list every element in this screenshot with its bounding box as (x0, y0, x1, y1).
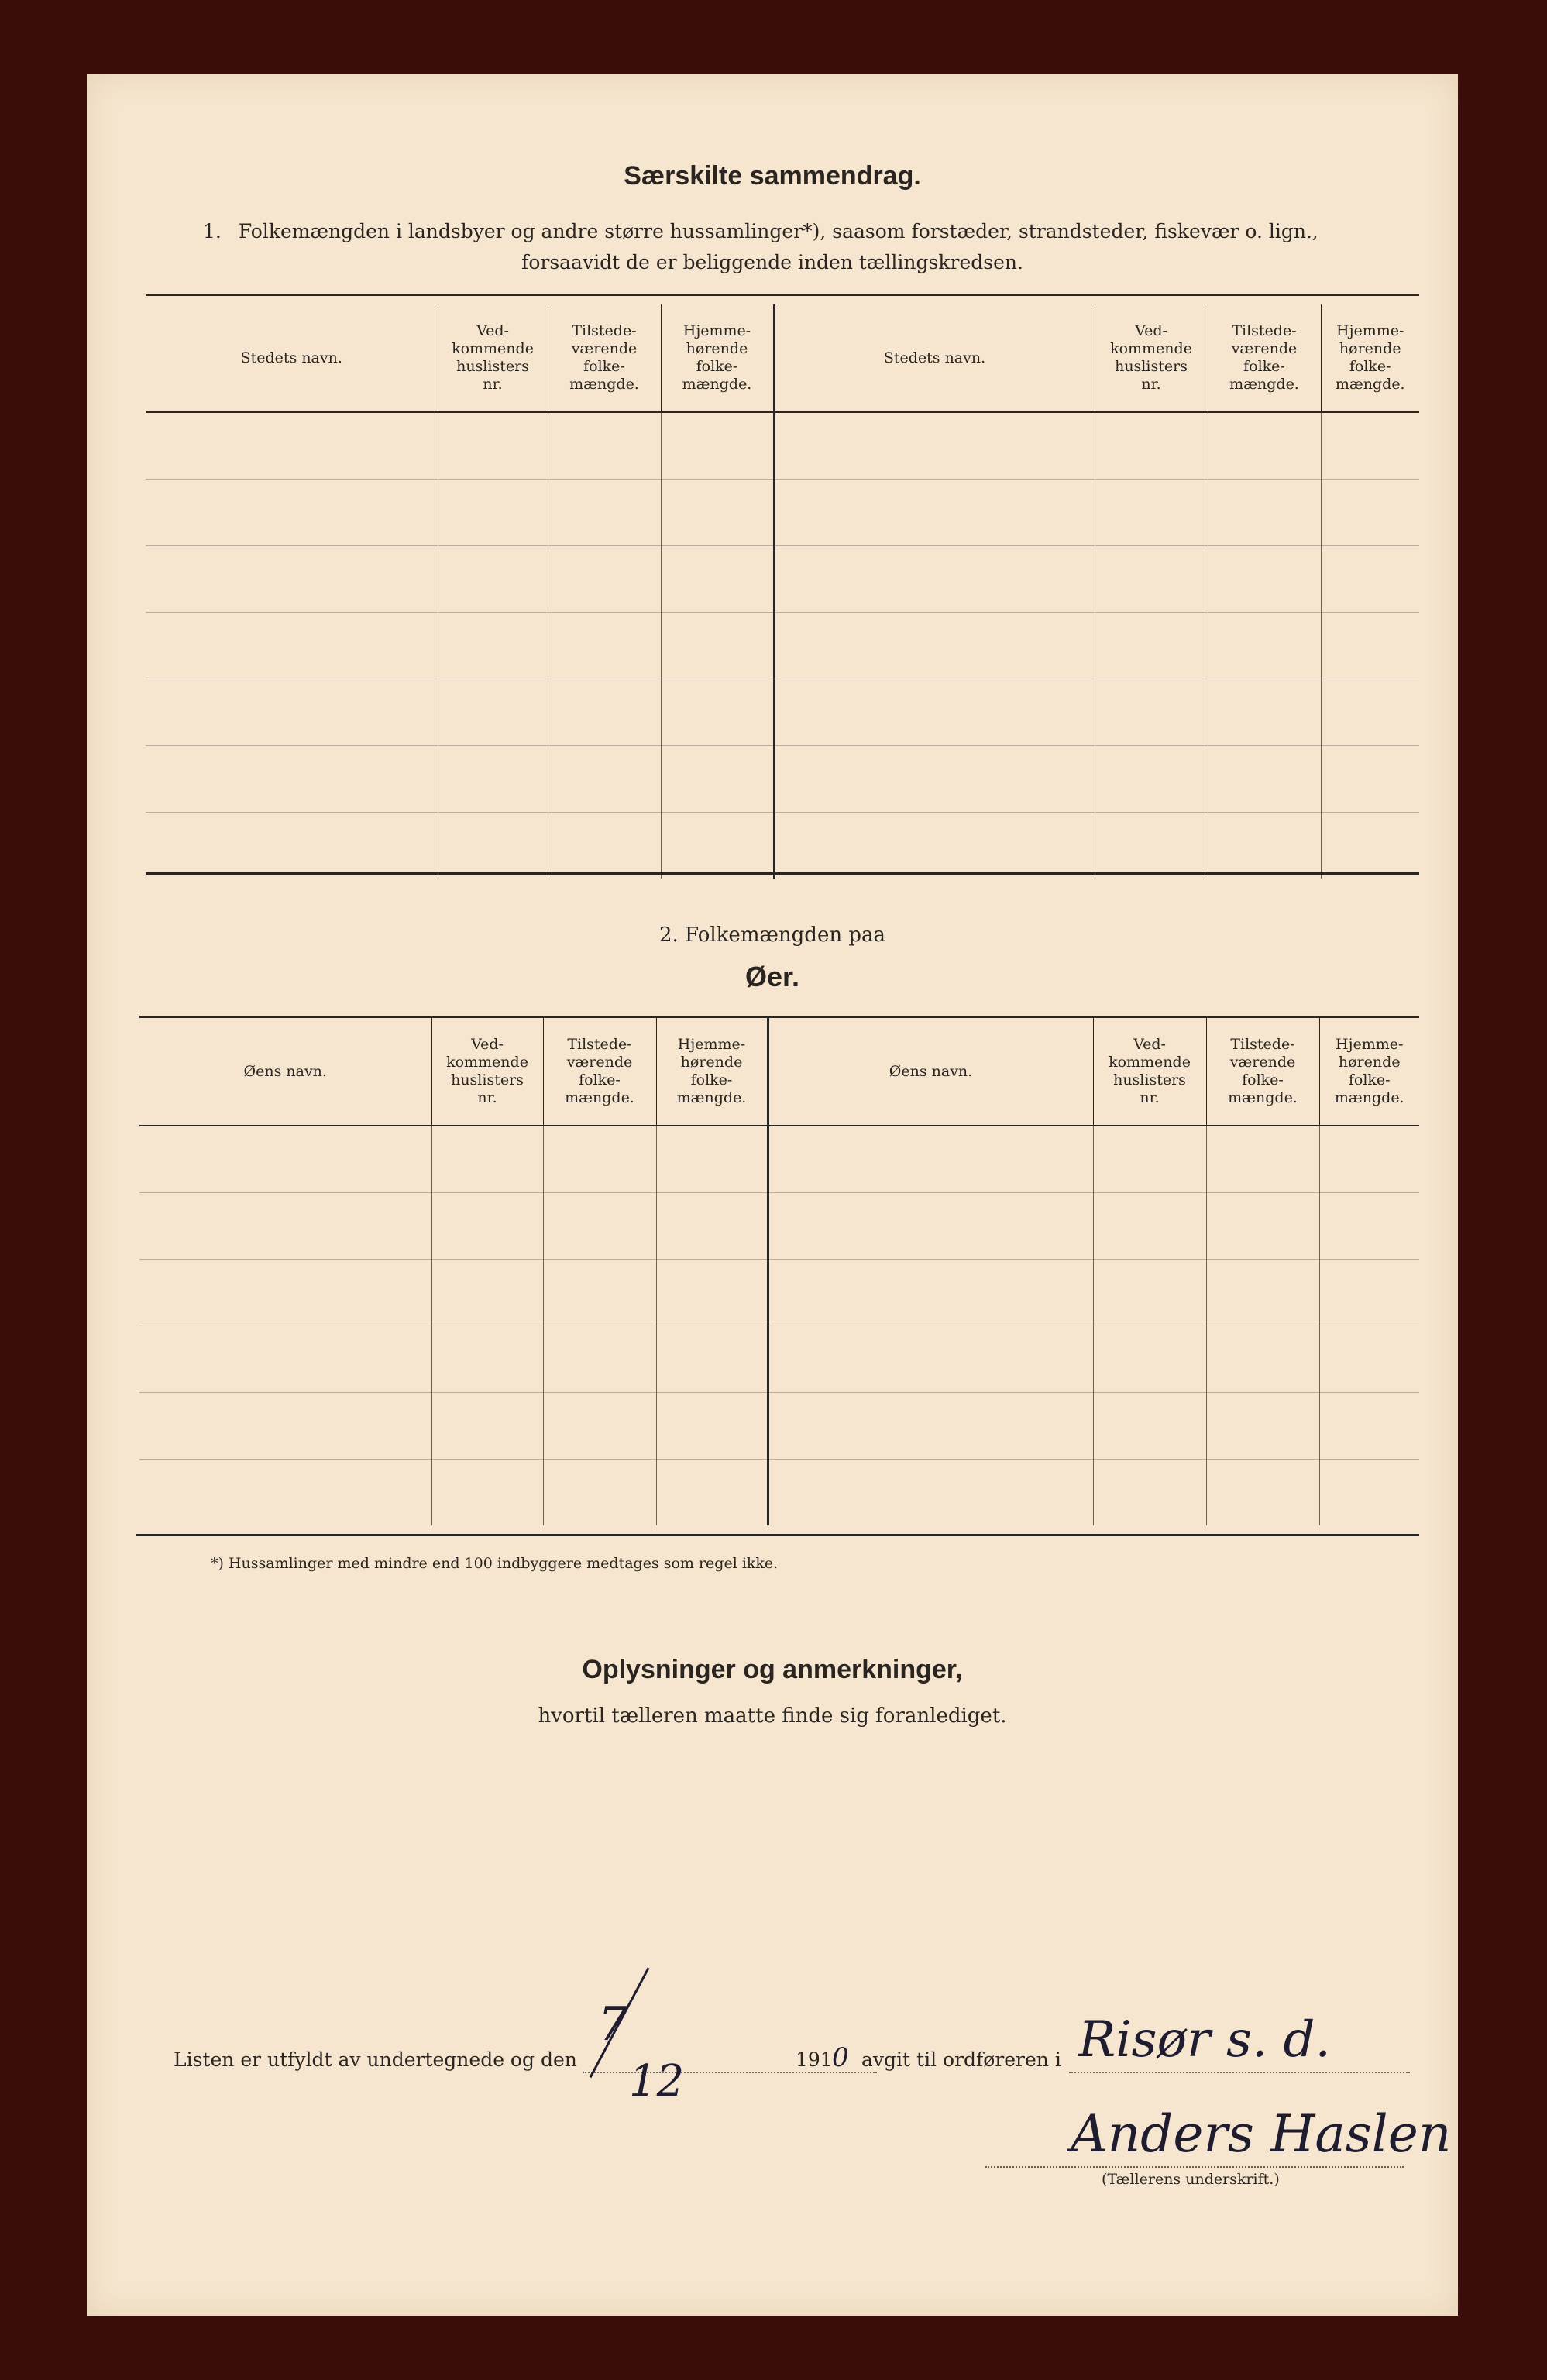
signature-caption: (Tællerens underskrift.) (1102, 2171, 1280, 2188)
section2-subheading: Øer. (744, 961, 800, 992)
table1-top-rule (146, 294, 1419, 296)
table2-col-huslister: Ved- kommende huslisters nr. (431, 1018, 543, 1126)
table1-cell (1321, 546, 1419, 613)
table2-cell (543, 1393, 656, 1460)
table1-cell (1321, 679, 1419, 746)
table2-row (139, 1260, 1419, 1326)
page-title: Særskilte sammendrag. (624, 161, 921, 191)
table2-col-oens-navn: Øens navn. (243, 1062, 327, 1080)
table2-cell (768, 1260, 1093, 1326)
table2-cell (1319, 1193, 1419, 1260)
table2-cell (431, 1326, 543, 1393)
date-handwritten-day: 7 (598, 1997, 628, 2052)
table2-cell (768, 1460, 1093, 1526)
table1-col-tilstede: Tilstede- værende folke- mængde. (548, 304, 661, 412)
table2-cell (768, 1326, 1093, 1393)
table2-cell (139, 1193, 431, 1260)
table2-cell (139, 1393, 431, 1460)
table2-cell (1093, 1126, 1206, 1193)
table1-col-tilstede-2: Tilstede- værende folke- mængde. (1208, 304, 1321, 412)
table1-cell (548, 746, 661, 813)
table1-cell (548, 679, 661, 746)
table2-cell (1093, 1260, 1206, 1326)
table1-col-hjemme-2: Hjemme- hørende folke- mængde. (1321, 304, 1419, 412)
table2-col-hjemme-2: Hjemme- hørende folke- mængde. (1319, 1018, 1419, 1126)
table1-cell (1208, 546, 1321, 613)
footnote: *) Hussamlinger med mindre end 100 indbyggere medtages som regel ikke. (211, 1555, 779, 1572)
table1-cell (661, 412, 774, 480)
table1-cell (438, 412, 548, 480)
table2-cell (1093, 1193, 1206, 1260)
table1-cell (438, 613, 548, 679)
table1-cell (1208, 746, 1321, 813)
table1-cell (548, 480, 661, 546)
table2-cell (431, 1126, 543, 1193)
table2-cell (139, 1260, 431, 1326)
table1-cell (774, 679, 1095, 746)
table1-cell (1095, 613, 1208, 679)
table2-cell (1206, 1126, 1319, 1193)
table2-cell (543, 1126, 656, 1193)
table1-landsbyer (146, 304, 1419, 879)
signature-prefix: Listen er utfyldt av undertegnede og den (174, 2048, 577, 2071)
table1-cell (1208, 679, 1321, 746)
table1-cell (146, 546, 438, 613)
table1-cell (1208, 613, 1321, 679)
table1-cell (1095, 813, 1208, 879)
table1-cell (1321, 813, 1419, 879)
table1-cell (774, 412, 1095, 480)
table1-bottom-rule (146, 872, 1419, 875)
year-printed: 191 (796, 2048, 833, 2071)
table2-cell (656, 1326, 768, 1393)
table2-cell (543, 1326, 656, 1393)
table2-cell (656, 1126, 768, 1193)
table2-cell (656, 1393, 768, 1460)
table1-cell (661, 746, 774, 813)
table2-cell (1319, 1393, 1419, 1460)
table1-row (146, 480, 1419, 546)
table2-cell (1319, 1460, 1419, 1526)
table2-cell (656, 1193, 768, 1260)
table1-cell (1095, 412, 1208, 480)
census-form-page (87, 74, 1458, 2316)
table1-row (146, 546, 1419, 613)
table1-body (146, 412, 1419, 879)
table2-cell (1319, 1260, 1419, 1326)
table1-cell (548, 412, 661, 480)
signature-middle-text: avgit til ordføreren i (861, 2048, 1061, 2071)
table1-cell (146, 480, 438, 546)
table1-cell (1208, 480, 1321, 546)
table1-cell (1095, 679, 1208, 746)
table1-row (146, 746, 1419, 813)
table2-cell (1206, 1460, 1319, 1526)
table1-cell (146, 412, 438, 480)
table2-cell (1093, 1326, 1206, 1393)
table2-cell (543, 1193, 656, 1260)
table2-cell (1206, 1193, 1319, 1260)
table1-cell (438, 480, 548, 546)
table2-col-huslister-2: Ved- kommende huslisters nr. (1093, 1018, 1206, 1126)
signature-handwritten: Anders Haslen (1071, 2104, 1452, 2164)
table1-cell (548, 546, 661, 613)
table1-row (146, 412, 1419, 480)
table2-cell (768, 1393, 1093, 1460)
table1-col-hjemme: Hjemme- hørende folke- mængde. (661, 304, 774, 412)
table2-cell (1319, 1326, 1419, 1393)
table2-cell (543, 1260, 656, 1326)
table2-col-hjemme: Hjemme- hørende folke- mængde. (656, 1018, 768, 1126)
table2-bottom-rule (136, 1534, 1419, 1536)
table2-col-tilstede-2: Tilstede- værende folke- mængde. (1206, 1018, 1319, 1126)
table1-cell (146, 746, 438, 813)
table2-body (139, 1126, 1419, 1525)
signature-dotted-line (985, 2166, 1404, 2168)
table1-cell (661, 480, 774, 546)
table2-cell (1206, 1326, 1319, 1393)
table1-cell (1321, 746, 1419, 813)
table1-cell (1095, 480, 1208, 546)
table1-header-row (146, 304, 1419, 412)
table2-cell (139, 1126, 431, 1193)
table1-cell (438, 546, 548, 613)
table2-cell (1319, 1126, 1419, 1193)
table1-cell (548, 813, 661, 879)
table2-cell (656, 1460, 768, 1526)
table2-cell (768, 1126, 1093, 1193)
table2-cell (1206, 1260, 1319, 1326)
table1-cell (438, 746, 548, 813)
table1-cell (1321, 412, 1419, 480)
table1-row (146, 679, 1419, 746)
table1-cell (661, 679, 774, 746)
table2-cell (1093, 1393, 1206, 1460)
table2-row (139, 1126, 1419, 1193)
table2-cell (768, 1193, 1093, 1260)
table1-cell (1321, 613, 1419, 679)
date-handwritten-month: 12 (629, 2056, 685, 2107)
section1-line1 (203, 220, 1411, 242)
table2-row (139, 1193, 1419, 1260)
table1-col-stedets-navn: Stedets navn. (240, 349, 342, 366)
table2-cell (543, 1460, 656, 1526)
section1-number: 1. (203, 220, 222, 242)
table1-row (146, 813, 1419, 879)
table2-row (139, 1393, 1419, 1460)
table2-cell (431, 1393, 543, 1460)
table1-cell (1321, 480, 1419, 546)
table1-cell (1208, 813, 1321, 879)
year-handwritten: 0 (832, 2042, 849, 2073)
table1-cell (774, 480, 1095, 546)
table1-row (146, 613, 1419, 679)
table1-cell (548, 613, 661, 679)
table2-cell (656, 1260, 768, 1326)
table2-cell (1093, 1460, 1206, 1526)
table1-cell (146, 679, 438, 746)
table2-cell (1206, 1393, 1319, 1460)
table1-col-huslister: Ved- kommende huslisters nr. (438, 304, 548, 412)
table1-cell (661, 813, 774, 879)
table1-cell (774, 546, 1095, 613)
table1-cell (146, 813, 438, 879)
table2-col-oens-navn-2: Øens navn. (768, 1018, 1093, 1126)
table2-row (139, 1326, 1419, 1393)
table1-col-stedets-navn-2: Stedets navn. (774, 304, 1095, 412)
table1-cell (1095, 746, 1208, 813)
remarks-title: Oplysninger og anmerkninger, (582, 1655, 963, 1684)
table1-cell (774, 613, 1095, 679)
table2-cell (431, 1193, 543, 1260)
table2-cell (431, 1260, 543, 1326)
table2-header-row (139, 1018, 1419, 1126)
table1-cell (661, 546, 774, 613)
table1-cell (661, 613, 774, 679)
table2-cell (139, 1326, 431, 1393)
table1-cell (774, 746, 1095, 813)
table1-cell (146, 613, 438, 679)
table1-cell (1208, 412, 1321, 480)
table1-cell (1095, 546, 1208, 613)
table2-oer (139, 1018, 1419, 1525)
section1-text-line2: forsaavidt de er beliggende inden tællingskredsen. (521, 251, 1023, 273)
table2-cell (139, 1460, 431, 1526)
table1-col-huslister-2: Ved- kommende huslisters nr. (1095, 304, 1208, 412)
table2-cell (431, 1460, 543, 1526)
place-handwritten: Risør s. d. (1078, 2011, 1331, 2069)
section1-text-line1: Folkemængden i landsbyer og andre større hussamlinger*), saasom forstæder, strandsteder, fiskevær o. lign., (238, 220, 1318, 242)
place-dotted-line (1069, 2072, 1410, 2074)
table1-cell (438, 679, 548, 746)
section2-heading: 2. Folkemængden paa (659, 923, 885, 947)
table1-cell (438, 813, 548, 879)
table2-row (139, 1460, 1419, 1526)
table1-cell (774, 813, 1095, 879)
table2-col-tilstede: Tilstede- værende folke- mængde. (543, 1018, 656, 1126)
remarks-subtitle: hvortil tælleren maatte finde sig foranlediget. (538, 1704, 1007, 1728)
